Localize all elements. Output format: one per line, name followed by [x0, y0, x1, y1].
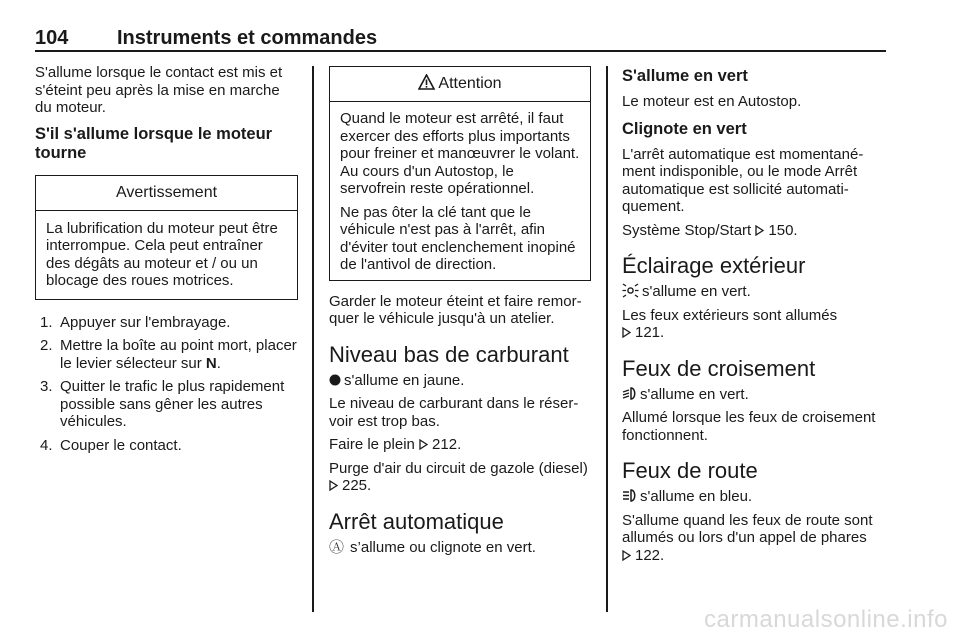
subheading-engine-running: S'il s'allume lorsque le moteur tourne — [35, 124, 273, 162]
exterior-light-status: s'allume en vert. — [622, 283, 888, 301]
page-number: 104 — [35, 27, 69, 49]
attention-title: Attention — [438, 75, 502, 92]
high-beam-heading: Feux de route — [622, 458, 758, 483]
autostop-status-line: Ⓐ s’allume ou clignote en vert. — [329, 538, 536, 556]
warning-text: La lubrification du moteur peut être interrompue. Cela peut entraîner des dégâts au moteur et / ou un blocage des roues motrices. — [46, 219, 278, 289]
attention-paragraph-2: Ne pas ôter la clé tant que le véhicule n'est pas à l'arrêt, afin d'éviter tout enclenchement inopiné de l'antivol de direction. — [340, 203, 576, 273]
autostop-heading: Arrêt automatique — [329, 508, 504, 534]
attention-box — [329, 66, 591, 281]
green-text: Le moteur est en Autostop. — [622, 92, 802, 110]
warning-box — [35, 175, 298, 300]
intro-paragraph: S'allume lorsque le contact est mis et s'éteint peu après la mise en marche du moteur. — [35, 64, 283, 116]
blink-text: L'arrêt automatique est momentanément indisponible, ou le mode Arrêt automatique est sollicité automatiquement. — [622, 145, 864, 215]
column-divider-1 — [312, 66, 314, 612]
warning-title: Avertissement — [36, 176, 297, 211]
column-divider-2 — [606, 66, 608, 612]
list-item: 4. Couper le contact. — [40, 436, 182, 454]
page-title: Instruments et commandes — [117, 27, 378, 49]
column-3 — [622, 64, 888, 570]
list-item: 2. Mettre la boîte au point mort, placer le levier sélecteur sur N. — [40, 337, 297, 372]
fuel-paragraph-3: Purge d'air du circuit de gazole (diesel) 225. — [329, 459, 588, 494]
column-1 — [35, 64, 298, 460]
low-beam-heading: Feux de croisement — [622, 355, 816, 381]
page-reference-arrow-icon — [755, 225, 764, 236]
low-beam-icon — [622, 386, 637, 401]
low-beam-status: s'allume en vert. — [622, 386, 888, 404]
fuel-heading: Niveau bas de carburant — [329, 341, 569, 367]
attention-header — [330, 67, 590, 102]
high-beam-status: s'allume en bleu. — [622, 488, 888, 506]
exterior-light-text: Les feux extérieurs sont allumés 121. — [622, 306, 838, 341]
steps-list — [35, 314, 298, 455]
fuel-paragraph-2: Faire le plein 212. — [329, 436, 462, 453]
stopstart-reference: Système Stop/Start 150. — [622, 221, 798, 239]
header-rule — [35, 50, 886, 52]
fuel-status-line: s'allume en jaune. — [329, 372, 591, 390]
exterior-light-icon — [622, 283, 639, 298]
page-reference-arrow-icon — [622, 327, 631, 338]
fuel-dot-icon — [329, 374, 341, 386]
list-item: 1. Appuyer sur l'embrayage. — [40, 313, 231, 331]
watermark: carmanualsonline.info — [704, 606, 948, 633]
green-heading: S'allume en vert — [622, 67, 748, 85]
page-header — [35, 27, 885, 51]
warning-triangle-icon — [418, 74, 435, 90]
warning-body — [36, 211, 297, 299]
exterior-light-heading: Éclairage extérieur — [622, 253, 806, 278]
list-item: 3. Quitter le trafic le plus rapidement possible sans gêner les autres véhicules. — [40, 378, 285, 430]
column-2 — [329, 64, 591, 562]
blink-heading: Clignote en vert — [622, 120, 747, 138]
page-reference-arrow-icon — [419, 439, 428, 450]
high-beam-text: S'allume quand les feux de route sont allumés ou lors d'un appel de phares 122. — [622, 511, 873, 564]
low-beam-text: Allumé lorsque les feux de croisement fonctionnent. — [622, 409, 876, 444]
attention-body — [330, 102, 590, 280]
tow-paragraph: Garder le moteur éteint et faire remorquer le véhicule jusqu'à un atelier. — [329, 292, 582, 327]
high-beam-icon — [622, 488, 637, 503]
page-reference-arrow-icon — [329, 480, 338, 491]
fuel-paragraph-1: Le niveau de carburant dans le réservoir est trop bas. — [329, 395, 579, 430]
attention-paragraph-1: Quand le moteur est arrêté, il faut exercer des efforts plus importants pour freiner et manœuvrer le volant. Au cours d'un Autostop, le servofrein reste opérationnel. — [340, 110, 580, 197]
page-reference-arrow-icon — [622, 550, 631, 561]
autostop-icon: Ⓐ — [329, 538, 345, 556]
